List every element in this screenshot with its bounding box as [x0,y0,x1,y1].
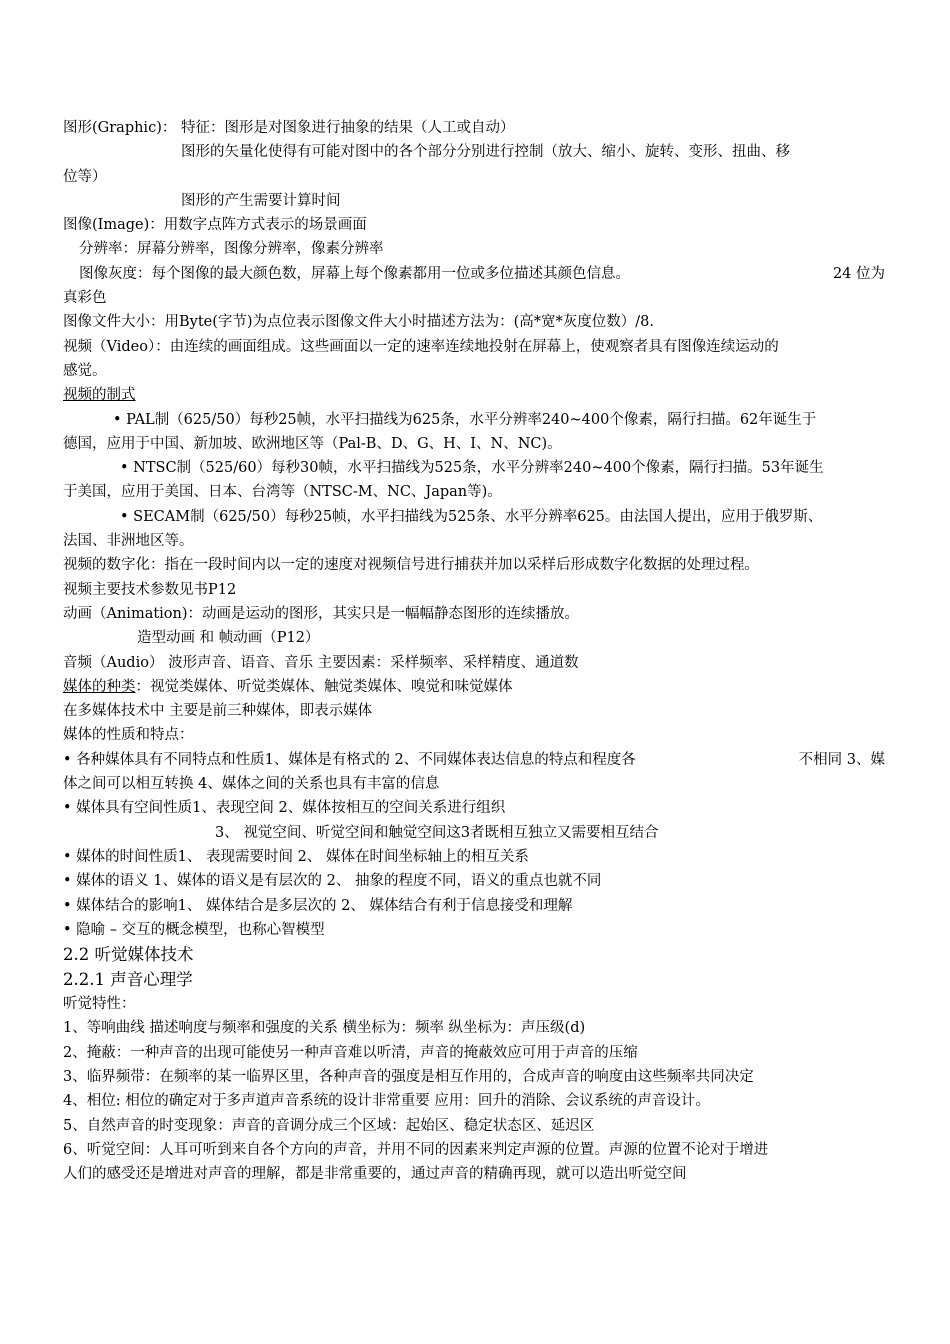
text-span: 不相同 3、媒 [798,751,885,768]
text-line: 图像(Image)：用数字点阵方式表示的场景画面 [63,217,367,234]
text-line: 视频的数字化：指在一段时间内以一定的速度对视频信号进行捕获并加以采样后形成数字化数据的处理过程。 [63,557,759,574]
text-line: 法国、非洲地区等。 [63,533,194,550]
document-body [63,116,885,1186]
text-line [63,675,885,699]
list-item: • PAL制（625/50）每秒25帧，水平扫描线为625条，水平分辨率240~400个像素，隔行扫描。62年诞生于 [113,411,817,428]
text-line: 图像文件大小：用Byte(字节)为点位表示图像文件大小时描述方法为：(高*宽*灰度位数）/8. [63,314,654,331]
list-item: • 媒体具有空间性质1、表现空间 2、媒体按相互的空间关系进行组织 [63,800,506,817]
heading-2-2: 2.2 听觉媒体技术 [63,945,194,965]
text-line: 分辨率：屏幕分辨率，图像分辨率，像素分辨率 [79,241,384,258]
text-line: 图形(Graphic)： 特征：图形是对图象进行抽象的结果（人工或自动） [63,120,515,136]
text-line: 1、等响曲线 描述响度与频率和强度的关系 横坐标为：频率 纵坐标为：声压级(d) [63,1020,586,1037]
text-line: 听觉特性： [63,996,136,1013]
text-line: 位等） [63,168,107,185]
list-item: • 媒体的时间性质1、 表现需要时间 2、 媒体在时间坐标轴上的相互关系 [63,848,529,865]
text-line: 3、临界频带：在频率的某一临界区里，各种声音的强度是相互作用的，合成声音的响度由这些频率共同决定 [63,1068,754,1085]
list-item: • 隐喻 – 交互的概念模型，也称心智模型 [63,921,325,938]
text-line: 6、听觉空间：人耳可听到来自各个方向的声音，并用不同的因素来判定声源的位置。声源的位置不论对于增进 [63,1141,769,1158]
text-span: • 各种媒体具有不同特点和性质1、媒体是有格式的 2、不同媒体表达信息的特点和程度各 [63,751,636,768]
list-item [63,748,885,772]
section-heading: 媒体的种类 [63,678,136,695]
text-line: 视频（Video）：由连续的画面组成。这些画面以一定的速率连续地投射在屏幕上，使观察者具有图像连续运动的 [63,338,779,355]
text-span: 图像灰度：每个图像的最大颜色数，屏幕上每个像素都用一位或多位描述其颜色信息。 [79,265,630,282]
text-line: 于美国，应用于美国、日本、台湾等（NTSC-M、NC、Japan等)。 [63,484,502,501]
heading-2-2-1: 2.2.1 声音心理学 [63,970,193,990]
text-line: 真彩色 [63,290,107,307]
text-span: ：视觉类媒体、听觉类媒体、触觉类媒体、嗅觉和味觉媒体 [135,678,513,695]
text-line: 德国，应用于中国、新加坡、欧洲地区等（Pal-B、D、G、H、I、N、NC)。 [63,435,562,452]
list-item: • 媒体结合的影响1、 媒体结合是多层次的 2、 媒体结合有利于信息接受和理解 [63,897,573,914]
text-line: 人们的感受还是增进对声音的理解，都是非常重要的，通过声音的精确再现，就可以造出听觉空间 [63,1166,687,1183]
text-line: 5、自然声音的时变现象：声音的音调分成三个区域：起始区、稳定状态区、延迟区 [63,1117,595,1134]
text-line: 4、相位: 相位的确定对于多声道声音系统的设计非常重要 应用：回升的消除、会议系统的声音设计。 [63,1093,710,1110]
section-heading: 视频的制式 [63,387,136,404]
text-line: 图形的矢量化使得有可能对图中的各个部分分别进行控制（放大、缩小、旋转、变形、扭曲、移 [181,144,790,161]
text-line: 音频（Audio） 波形声音、语音、音乐 主要因素：采样频率、采样精度、通道数 [63,654,579,671]
list-item: • NTSC制（525/60）每秒30帧，水平扫描线为525条，水平分辨率240~400个像素，隔行扫描。53年诞生 [120,460,824,477]
text-line: 3、 视觉空间、听觉空间和触觉空间这3者既相互独立又需要相互结合 [215,824,659,841]
text-line: 视频主要技术参数见书P12 [63,581,237,598]
list-item: • 媒体的语义 1、媒体的语义是有层次的 2、 抽象的程度不同，语义的重点也就不同 [63,873,602,890]
text-line: 动画（Animation)：动画是运动的图形，其实只是一幅幅静态图形的连续播放。 [63,605,580,622]
text-line: 图形的产生需要计算时间 [181,192,341,209]
text-line: 媒体的性质和特点： [63,727,194,744]
text-line: 体之间可以相互转换 4、媒体之间的关系也具有丰富的信息 [63,776,440,793]
text-line: 造型动画 和 帧动画（P12） [137,630,320,647]
text-line: 2、掩蔽：一种声音的出现可能使另一种声音难以听清，声音的掩蔽效应可用于声音的压缩 [63,1044,638,1061]
text-line: 感觉。 [63,362,107,379]
text-line: 在多媒体技术中 主要是前三种媒体，即表示媒体 [63,703,373,720]
text-span: 24 位为 [832,265,885,282]
list-item: • SECAM制（625/50）每秒25帧，水平扫描线为525条、水平分辨率625。由法国人提出，应用于俄罗斯、 [120,508,823,525]
text-line [63,262,885,286]
